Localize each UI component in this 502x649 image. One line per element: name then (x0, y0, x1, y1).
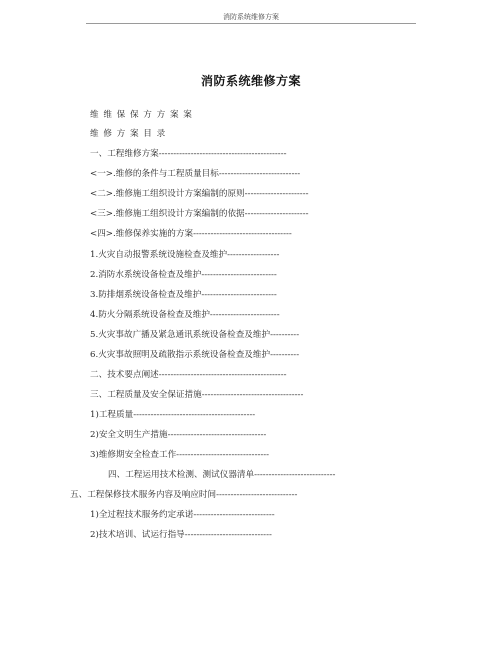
toc-heading: 维 修 方 案 目 录 (90, 129, 167, 139)
toc-item[interactable]: 1)工程质量------------------------------------------ (90, 410, 256, 420)
toc-item[interactable]: <一>.维修的条件与工程质量目标---------------------------- (90, 169, 301, 179)
toc-item[interactable]: 三、工程质量及安全保证措施----------------------------------- (90, 390, 304, 400)
toc-item[interactable]: 3)维修期安全检查工作-------------------------------- (90, 450, 270, 460)
toc-item[interactable]: 2.消防水系统设备检查及维护-------------------------- (90, 270, 277, 280)
toc-item[interactable]: 3.防排烟系统设备检查及维护-------------------------- (90, 290, 277, 300)
toc-item[interactable]: 四、工程运用技术检测、测试仪器清单---------------------------- (108, 470, 336, 480)
toc-item[interactable]: 2)技术培训、试运行指导------------------------------ (90, 530, 272, 540)
header-rule (86, 23, 416, 24)
heading-line-1: 维 维 保 保 方 方 案 案 (90, 110, 193, 120)
toc-item[interactable]: 一、工程维修方案-------------------------------------------- (90, 149, 287, 159)
toc-item[interactable]: 4.防火分隔系统设备检查及维护------------------------ (90, 310, 280, 320)
toc-item[interactable]: <三>.维修施工组织设计方案编制的依据---------------------- (90, 209, 309, 219)
document-title: 消防系统维修方案 (200, 74, 301, 88)
toc-item[interactable]: <四>.维修保养实施的方案---------------------------------- (90, 229, 292, 239)
running-header: 消防系统维修方案 (223, 13, 279, 21)
toc-item[interactable]: <二>.维修施工组织设计方案编制的原则---------------------- (90, 189, 309, 199)
toc-item[interactable]: 二、技术要点阐述-------------------------------------------- (90, 370, 287, 380)
toc-item[interactable]: 5.火灾事故广播及紧急通讯系统设备检查及维护---------- (90, 330, 300, 340)
toc-item[interactable]: 1)全过程技术服务约定承诺---------------------------- (90, 510, 275, 520)
toc-item[interactable]: 6.火灾事故照明及疏散指示系统设备检查及维护---------- (90, 350, 300, 360)
toc-item[interactable]: 2)安全文明生产措施---------------------------------- (90, 430, 267, 440)
toc-item[interactable]: 五、工程保修技术服务内容及响应时间---------------------------- (70, 490, 298, 500)
toc-item[interactable]: 1.火灾自动报警系统设施检查及维护------------------ (90, 250, 280, 260)
